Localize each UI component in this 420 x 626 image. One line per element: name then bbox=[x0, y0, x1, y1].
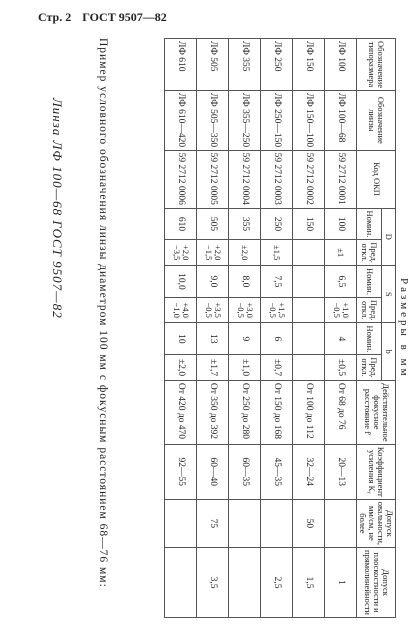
cell-s-nom: 10,0 bbox=[165, 266, 197, 298]
table-row bbox=[261, 39, 293, 618]
header-D-dev: Пред. откл. bbox=[357, 240, 382, 266]
cell-type: ЛФ 150 bbox=[293, 39, 325, 91]
cell-d-dev: ±1 bbox=[325, 240, 357, 266]
cell-coef: 92—55 bbox=[165, 444, 197, 499]
cell-focal: От 100 до 112 bbox=[293, 380, 325, 444]
header-lens: Обозначение линзы bbox=[357, 90, 396, 150]
cell-focal: От 350 до 392 bbox=[197, 380, 229, 444]
cell-b-nom: 13 bbox=[197, 323, 229, 355]
cell-b-dev: ±0,5 bbox=[325, 355, 357, 381]
cell-lens: ЛФ 150—100 bbox=[293, 90, 325, 150]
cell-s-dev bbox=[293, 297, 325, 323]
spec-table bbox=[164, 38, 396, 618]
cell-focal: От 250 до 280 bbox=[229, 380, 261, 444]
cell-type: ЛФ 250 bbox=[261, 39, 293, 91]
table-row bbox=[325, 39, 357, 618]
header-S-nom: Номин. bbox=[357, 266, 382, 298]
cell-b-nom: 6 bbox=[261, 323, 293, 355]
cell-b-nom: 9 bbox=[229, 323, 261, 355]
cell-flatness: 3,5 bbox=[197, 548, 229, 618]
cell-b-nom: 4 bbox=[325, 323, 357, 355]
header-okp: Код ОКП bbox=[357, 150, 396, 208]
cell-type: ЛФ 505 bbox=[197, 39, 229, 91]
cell-s-dev: +1,5 −0,5 bbox=[261, 297, 293, 323]
cell-s-nom: 9,0 bbox=[197, 266, 229, 298]
cell-d-nom: 150 bbox=[293, 208, 325, 240]
table-row bbox=[293, 39, 325, 618]
cell-coef: 45—35 bbox=[261, 444, 293, 499]
cell-coef: 20—13 bbox=[325, 444, 357, 499]
cell-ovality: 50 bbox=[293, 499, 325, 547]
cell-b-nom: 10 bbox=[165, 323, 197, 355]
header-b-dev: Пред. откл. bbox=[357, 355, 382, 381]
cell-lens: ЛФ 610—420 bbox=[165, 90, 197, 150]
cell-flatness bbox=[229, 548, 261, 618]
cell-b-dev: ±1,7 bbox=[197, 355, 229, 381]
table-row bbox=[229, 39, 261, 618]
cell-okp: 59 2712 0003 bbox=[261, 150, 293, 208]
cell-d-dev: +2,0 −3,5 bbox=[165, 240, 197, 266]
cell-s-nom: 8,0 bbox=[229, 266, 261, 298]
cell-b-nom bbox=[293, 323, 325, 355]
cell-d-nom: 610 bbox=[165, 208, 197, 240]
header-designation: Обозначение типоразмера bbox=[357, 39, 396, 91]
cell-okp: 59 2712 0002 bbox=[293, 150, 325, 208]
cell-ovality bbox=[165, 499, 197, 547]
cell-ovality bbox=[325, 499, 357, 547]
cell-flatness bbox=[165, 548, 197, 618]
header-D-nom: Номин. bbox=[357, 208, 382, 240]
cell-s-nom: 6,5 bbox=[325, 266, 357, 298]
table-row bbox=[197, 39, 229, 618]
header-D: D bbox=[381, 208, 395, 265]
page-header bbox=[38, 10, 175, 25]
cell-type: ЛФ 100 bbox=[325, 39, 357, 91]
header-focal: Действительное фокусное расстояние f′ bbox=[357, 380, 396, 444]
cell-coef: 60—35 bbox=[229, 444, 261, 499]
cell-type: ЛФ 355 bbox=[229, 39, 261, 91]
header-S-dev: Пред. откл. bbox=[357, 297, 382, 323]
cell-lens: ЛФ 505—350 bbox=[197, 90, 229, 150]
cell-coef: 32—24 bbox=[293, 444, 325, 499]
cell-okp: 59 2712 0005 bbox=[197, 150, 229, 208]
cell-type: ЛФ 610 bbox=[165, 39, 197, 91]
cell-b-dev bbox=[293, 355, 325, 381]
cell-b-dev: ±2,0 bbox=[165, 355, 197, 381]
header-coef: Коэффициент усиления Кᵧ bbox=[357, 444, 396, 499]
cell-s-dev: +3,0 −0,5 bbox=[229, 297, 261, 323]
cell-s-dev: +4,0 −1,0 bbox=[165, 297, 197, 323]
cell-d-dev: ±2,0 bbox=[229, 240, 261, 266]
cell-ovality bbox=[229, 499, 261, 547]
cell-coef: 60—40 bbox=[197, 444, 229, 499]
rotated-content bbox=[30, 38, 410, 618]
cell-s-nom: 7,5 bbox=[261, 266, 293, 298]
cell-okp: 59 2712 0001 bbox=[325, 150, 357, 208]
cell-b-dev: ±1,0 bbox=[229, 355, 261, 381]
cell-s-dev: +3,5 −0,5 bbox=[197, 297, 229, 323]
header-b-nom: Номин. bbox=[357, 323, 382, 355]
page-number: Стр. 2 bbox=[38, 10, 72, 24]
cell-d-nom: 355 bbox=[229, 208, 261, 240]
cell-d-nom: 100 bbox=[325, 208, 357, 240]
cell-ovality: 75 bbox=[197, 499, 229, 547]
cell-d-nom: 505 bbox=[197, 208, 229, 240]
cell-s-nom bbox=[293, 266, 325, 298]
cell-flatness: 1,5 bbox=[293, 548, 325, 618]
header-flatness: Допуск плоскостности и прямолинейности bbox=[357, 548, 396, 618]
header-ovality: Допуск овальности, мм/см, не более bbox=[357, 499, 396, 547]
cell-lens: ЛФ 250—150 bbox=[261, 90, 293, 150]
cell-flatness: 1 bbox=[325, 548, 357, 618]
cell-d-dev: +2,0 −1,5 bbox=[197, 240, 229, 266]
cell-focal: От 68 до 76 bbox=[325, 380, 357, 444]
header-b: b bbox=[381, 323, 395, 380]
cell-b-dev: ±0,7 bbox=[261, 355, 293, 381]
cell-s-dev: +1,0 −0,5 bbox=[325, 297, 357, 323]
example-text: Пример условного обозначения линзы диаметром 100 мм с фокусным расстоянием 68—76 мм: bbox=[97, 38, 109, 588]
cell-focal: От 420 до 470 bbox=[165, 380, 197, 444]
cell-okp: 59 2712 0006 bbox=[165, 150, 197, 208]
cell-d-dev: ±1,5 bbox=[261, 240, 293, 266]
cell-okp: 59 2712 0004 bbox=[229, 150, 261, 208]
cell-ovality bbox=[261, 499, 293, 547]
cell-lens: ЛФ 355—250 bbox=[229, 90, 261, 150]
header-S: S bbox=[381, 266, 395, 323]
sizes-title: Размеры в мм bbox=[398, 278, 410, 379]
standard-number: ГОСТ 9507—82 bbox=[82, 10, 167, 24]
cell-d-dev bbox=[293, 240, 325, 266]
table-row bbox=[165, 39, 197, 618]
example-formula: Линза ЛФ 100—68 ГОСТ 9507—82 bbox=[50, 98, 65, 319]
cell-focal: От 150 до 168 bbox=[261, 380, 293, 444]
cell-d-nom: 250 bbox=[261, 208, 293, 240]
cell-lens: ЛФ 100—68 bbox=[325, 90, 357, 150]
cell-flatness: 2,5 bbox=[261, 548, 293, 618]
